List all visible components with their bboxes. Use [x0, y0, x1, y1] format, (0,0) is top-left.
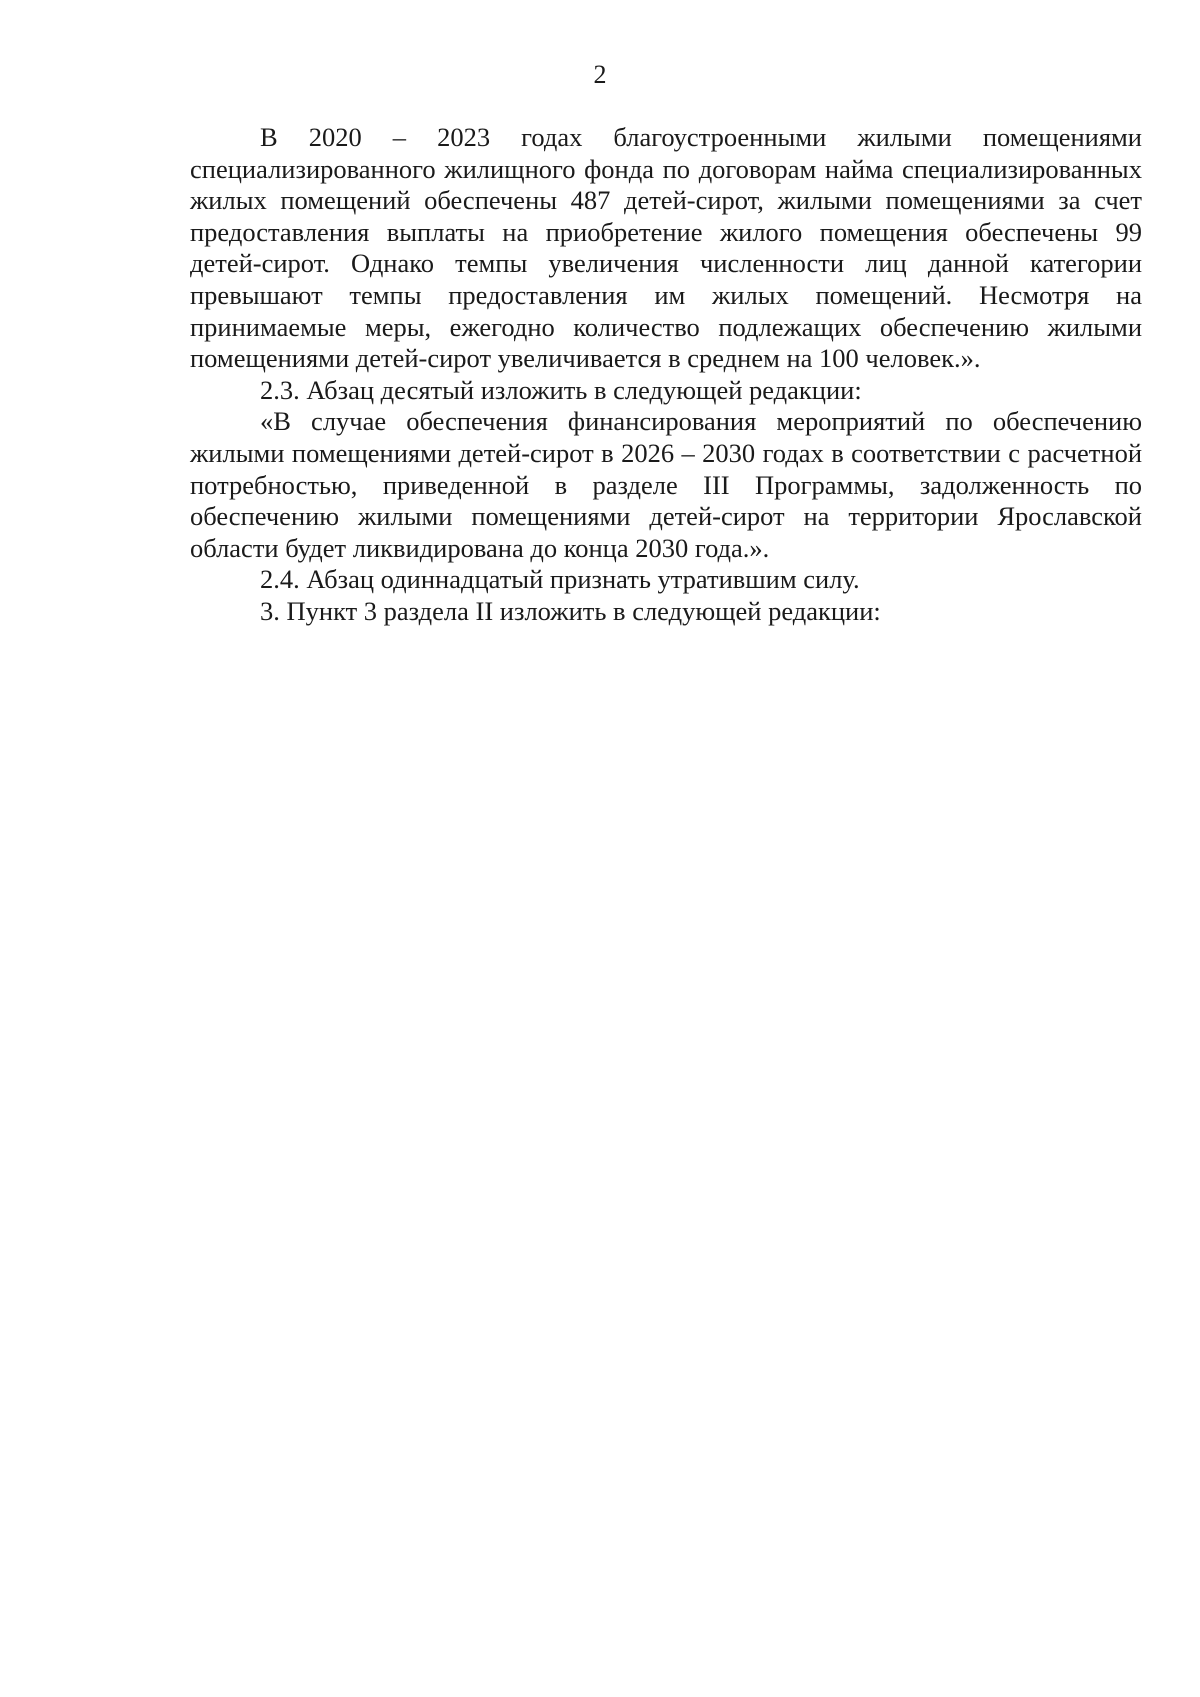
paragraph-new-wording: «В случае обеспечения финансирования мероприятий по обеспечению жилыми помещениями детей-сирот в 2026 – 2030 годах в соответствии с расчетной потребностью, приведенной в разделе III Программы, задолженность по обеспечению жилыми помещениями детей-сирот на территории Ярославской области будет ликвидирована до конца 2030 года.».	[190, 406, 1142, 563]
paragraph-item-3: 3. Пункт 3 раздела II изложить в следующей редакции:	[260, 595, 881, 626]
paragraph-item-2-3: 2.3. Абзац десятый изложить в следующей редакции:	[260, 374, 862, 405]
page-number: 2	[593, 60, 607, 89]
document-body	[190, 122, 1142, 628]
paragraph-item-2-4: 2.4. Абзац одиннадцатый признать утратившим силу.	[260, 564, 860, 595]
paragraph-housing-statistics: В 2020 – 2023 годах благоустроенными жилыми помещениями специализированного жилищного фонда по договорам найма специализированных жилых помещений обеспечены 487 детей-сирот, жилыми помещениями за счет предоставления выплаты на приобретение жилого помещения обеспечены 99 детей-сирот. Однако темпы увеличения численности лиц данной категории превышают темпы предоставления им жилых помещений. Несмотря на принимаемые меры, ежегодно количество подлежащих обеспечению жилыми помещениями детей-сирот увеличивается в среднем на 100 человек.».	[190, 122, 1142, 374]
